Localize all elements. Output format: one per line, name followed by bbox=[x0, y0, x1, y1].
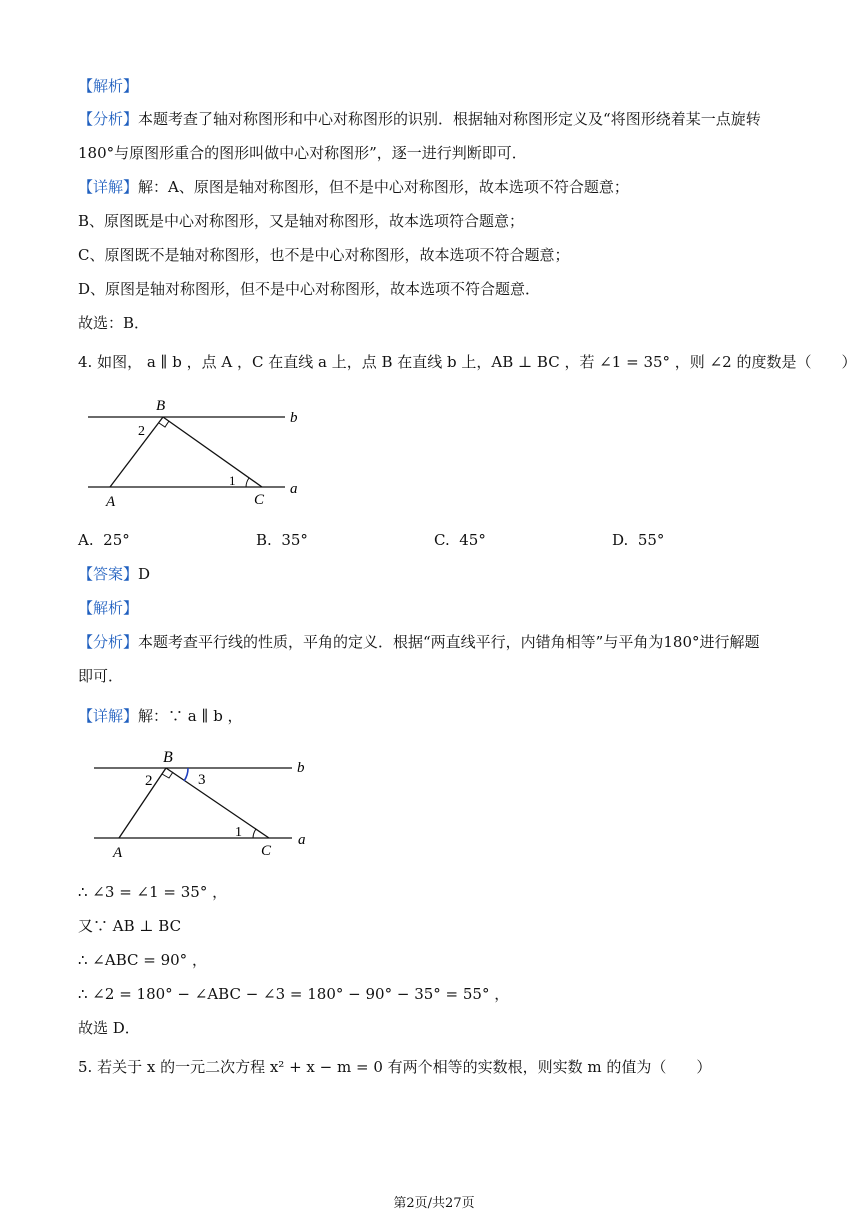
q4-fenxi-line2: 即可． bbox=[78, 667, 124, 685]
q4-step2: 又∵ AB ⊥ BC bbox=[78, 917, 182, 935]
segment-ab bbox=[119, 768, 166, 838]
option-b[interactable] bbox=[256, 530, 308, 550]
q4-fenxi-tag: 【分析】 bbox=[78, 633, 139, 651]
q4-fenxi-line1 bbox=[78, 632, 760, 652]
q4-step4: ∴ ∠2 = 180° − ∠ABC − ∠3 = 180° − 90° − 35° = 55° ， bbox=[78, 985, 510, 1003]
q4-answer-tag: 【答案】 bbox=[78, 565, 139, 583]
label-B: B bbox=[163, 749, 173, 766]
option-d-value: 55° bbox=[637, 531, 665, 549]
label-3: 3 bbox=[198, 772, 206, 788]
q4-xiangjie-line bbox=[78, 706, 243, 726]
q3-xiangjie-line bbox=[78, 177, 629, 197]
option-b-value: 35° bbox=[281, 531, 308, 549]
page-footer: 第2页/共27页 bbox=[393, 1196, 475, 1211]
label-a: a bbox=[290, 481, 298, 497]
option-a-value: 25° bbox=[103, 531, 130, 549]
right-angle-mark bbox=[159, 421, 169, 427]
q4-figure-2 bbox=[86, 743, 326, 865]
q3-line-c: C、原图既不是轴对称图形，也不是中心对称图形，故本选项不符合题意； bbox=[78, 246, 570, 264]
q4-jiexi-tag: 【解析】 bbox=[78, 599, 139, 617]
q3-line-b: B、原图既是中心对称图形，又是轴对称图形，故本选项符合题意； bbox=[78, 212, 525, 230]
q4-figure-1 bbox=[80, 392, 320, 512]
q3-xiangjie-a: 解：A、原图是轴对称图形，但不是中心对称图形，故本选项不符合题意； bbox=[138, 178, 629, 196]
q3-fenxi-text1: 本题考查了轴对称图形和中心对称图形的识别．根据轴对称图形定义及“将图形绕着某一点旋转 bbox=[138, 110, 761, 128]
label-B: B bbox=[156, 398, 166, 414]
q4-step3: ∴ ∠ABC = 90° ， bbox=[78, 951, 207, 969]
angle-3-arc bbox=[184, 768, 188, 781]
label-1: 1 bbox=[235, 825, 242, 840]
segment-ab bbox=[110, 417, 163, 487]
label-C: C bbox=[261, 843, 272, 859]
q4-stem: 4. 如图， a ∥ b ，点 A ，C 在直线 a 上，点 B 在直线 b 上，AB ⊥ BC ，若 ∠1 = 35° ，则 ∠2 的度数是（ ） bbox=[78, 353, 857, 371]
q4-xiangjie-1: 解：∵ a ∥ b ， bbox=[138, 707, 243, 725]
q4-xiangjie-tag: 【详解】 bbox=[78, 707, 139, 725]
q5-stem: 5. 若关于 x 的一元二次方程 x² + x − m = 0 有两个相等的实数根，则实数 m 的值为（ ） bbox=[78, 1058, 712, 1076]
label-2: 2 bbox=[138, 424, 145, 439]
option-a[interactable] bbox=[78, 530, 130, 550]
option-b-letter: B. bbox=[256, 531, 272, 549]
q3-line-d: D、原图是轴对称图形，但不是中心对称图形，故本选项不符合题意． bbox=[78, 280, 541, 298]
label-a: a bbox=[298, 832, 306, 848]
q3-fenxi-line2: 180°与原图形重合的图形叫做中心对称图形”，逐一进行判断即可． bbox=[78, 144, 527, 162]
label-b: b bbox=[290, 410, 298, 426]
option-d[interactable] bbox=[612, 530, 664, 550]
q4-fenxi-text1: 本题考查平行线的性质，平角的定义．根据“两直线平行，内错角相等”与平角为180°进行解题 bbox=[138, 633, 760, 651]
option-c-value: 45° bbox=[459, 531, 486, 549]
q4-step1: ∴ ∠3 = ∠1 = 35° ， bbox=[78, 883, 228, 901]
option-c-letter: C. bbox=[434, 531, 450, 549]
q3-xiangjie-tag: 【详解】 bbox=[78, 178, 139, 196]
option-a-letter: A. bbox=[78, 531, 94, 549]
right-angle-mark bbox=[162, 772, 173, 778]
angle-1-arc bbox=[253, 829, 256, 838]
label-2: 2 bbox=[145, 773, 153, 789]
q3-jiexi-tag: 【解析】 bbox=[78, 77, 139, 95]
q3-choose: 故选：B． bbox=[78, 314, 150, 332]
angle-1-arc bbox=[246, 478, 249, 487]
q4-choose: 故选 D． bbox=[78, 1019, 140, 1037]
label-A: A bbox=[113, 845, 123, 861]
q4-answer-line bbox=[78, 564, 150, 584]
option-c[interactable] bbox=[434, 530, 486, 550]
option-d-letter: D. bbox=[612, 531, 629, 549]
label-C: C bbox=[254, 492, 265, 508]
label-A: A bbox=[106, 494, 116, 510]
segment-bc bbox=[163, 417, 262, 487]
label-1: 1 bbox=[229, 473, 236, 488]
q3-fenxi-line1 bbox=[78, 109, 761, 129]
q3-fenxi-tag: 【分析】 bbox=[78, 110, 139, 128]
q4-answer: D bbox=[138, 565, 151, 583]
label-b: b bbox=[297, 760, 305, 776]
segment-bc bbox=[166, 768, 269, 838]
